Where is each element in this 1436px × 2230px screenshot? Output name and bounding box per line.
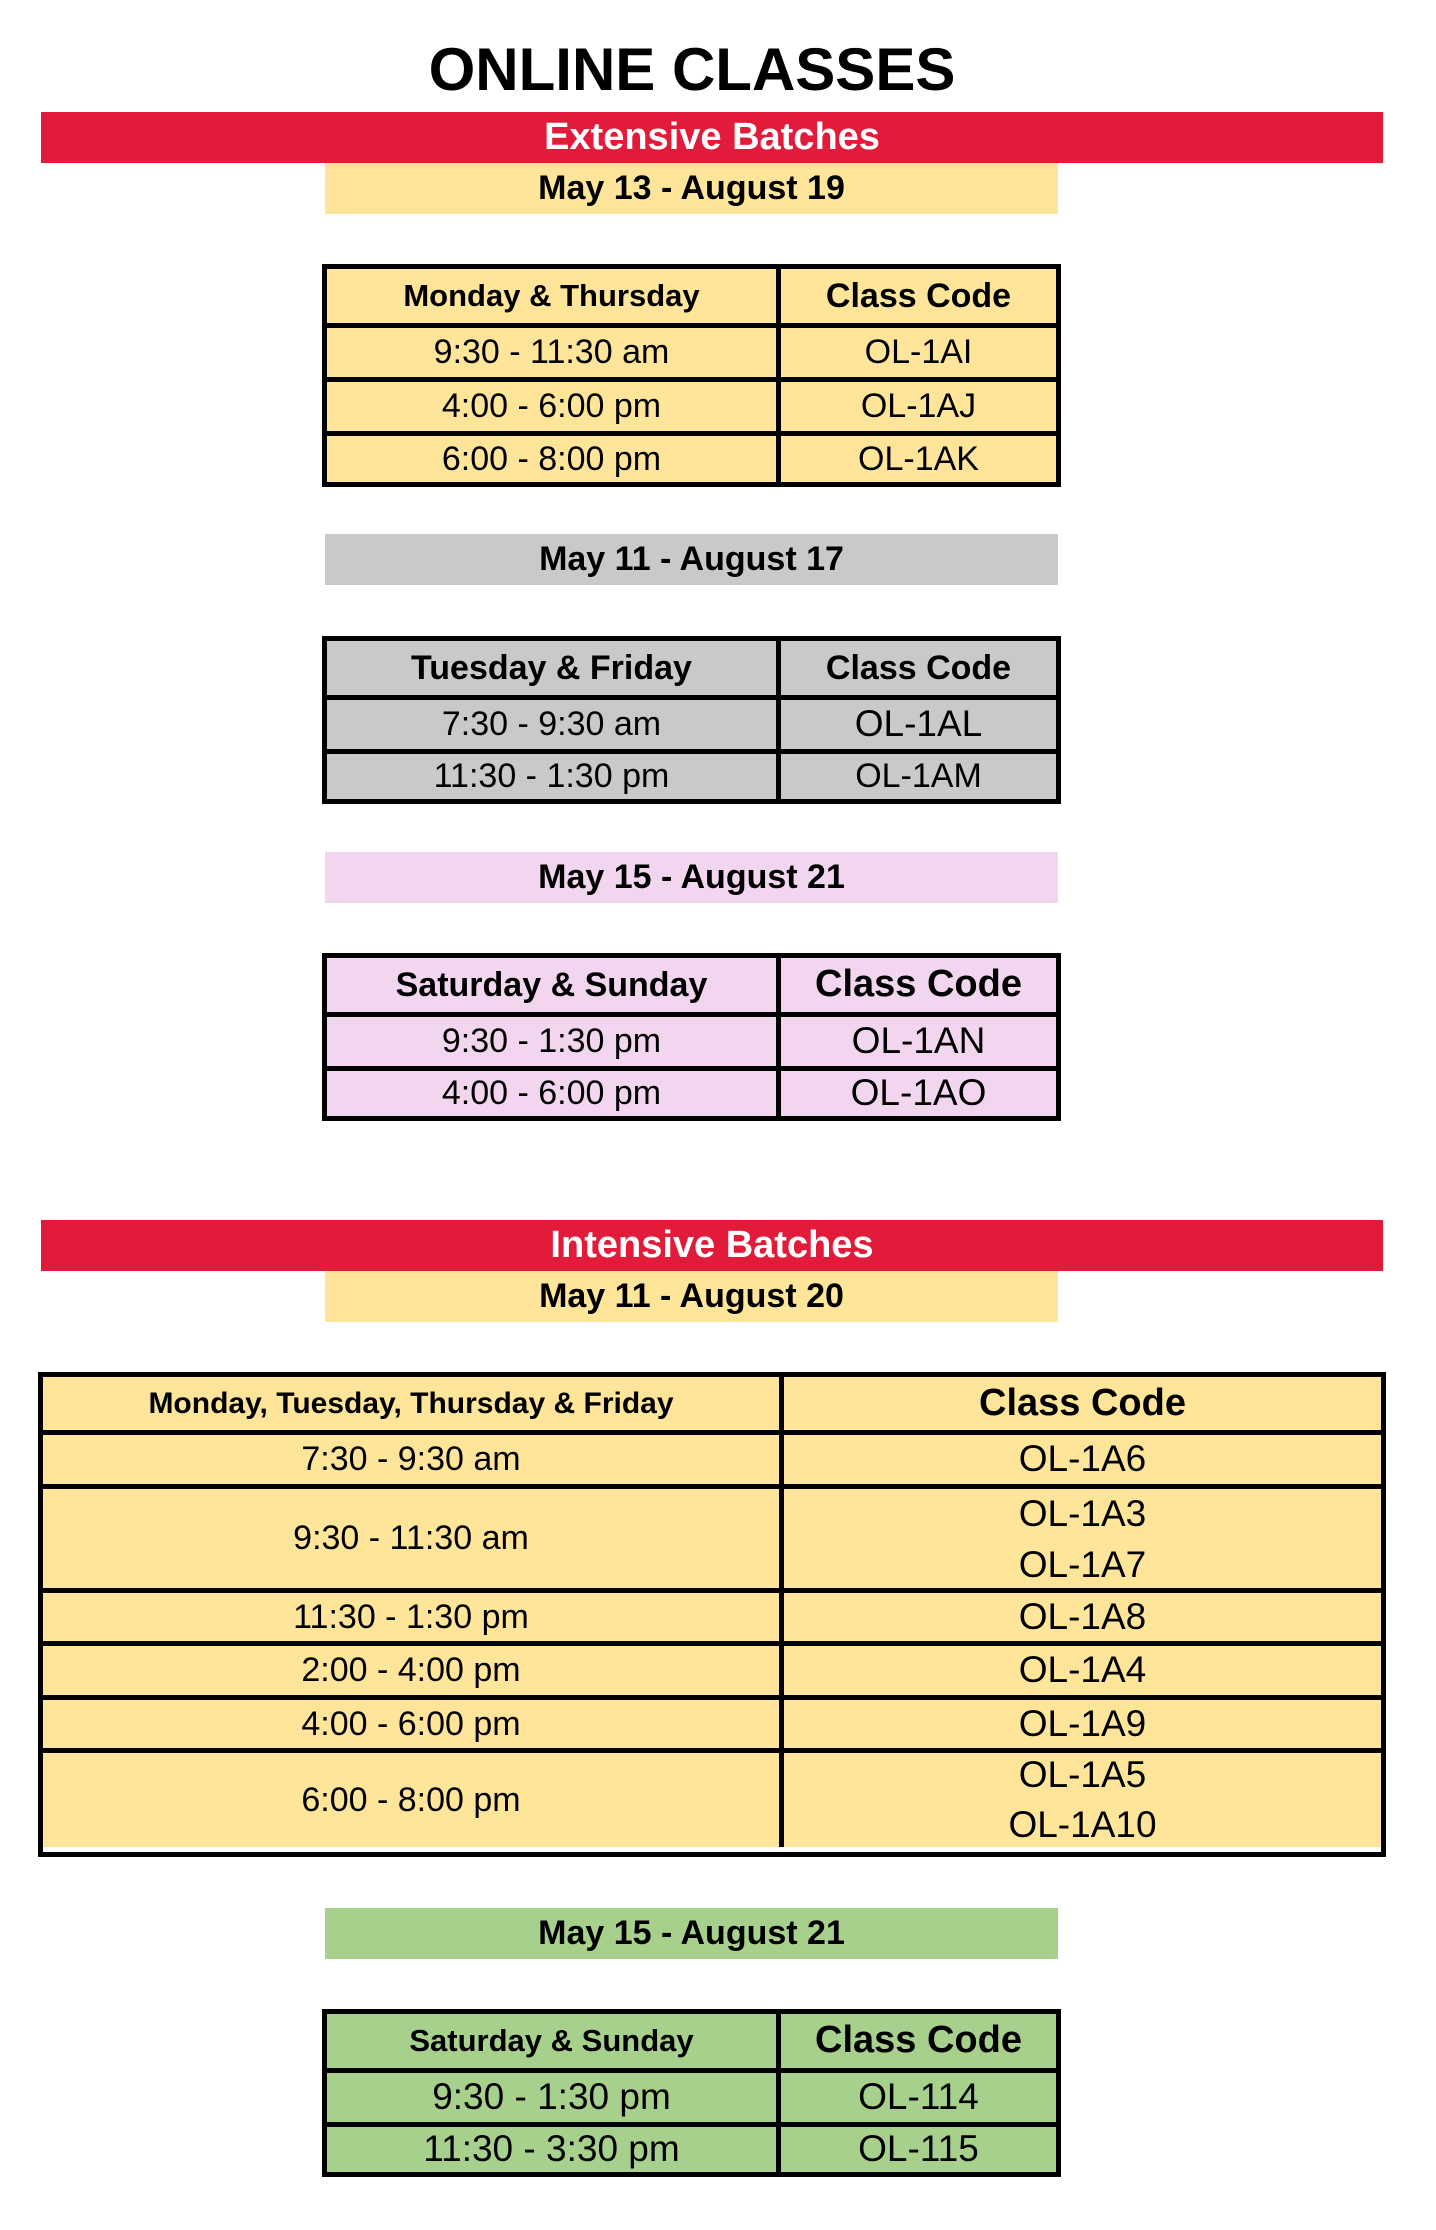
class-code-header: Class Code — [825, 648, 1012, 687]
table-row — [327, 695, 1056, 749]
class-code: OL-1AN — [851, 1020, 986, 1062]
class-code-cell — [781, 754, 1056, 799]
class-code: OL-115 — [858, 2128, 979, 2170]
class-code-cell — [781, 1017, 1056, 1066]
days-header: Tuesday & Friday — [327, 641, 781, 695]
class-code: OL-1AL — [854, 703, 983, 745]
days-header: Monday & Thursday — [327, 269, 781, 323]
table-header-row — [327, 269, 1056, 323]
class-code: OL-1A3 — [1018, 1492, 1147, 1534]
time-cell: 9:30 - 1:30 pm — [327, 1017, 781, 1066]
table-header-row — [327, 958, 1056, 1012]
class-code-cell — [781, 700, 1056, 749]
class-code: OL-1AJ — [860, 387, 977, 426]
date-range-ext-1: May 13 - August 19 — [325, 163, 1058, 214]
date-range-int-1: May 11 - August 20 — [325, 1271, 1058, 1322]
intensive-batches-banner: Intensive Batches — [41, 1220, 1383, 1271]
time-cell: 11:30 - 1:30 pm — [327, 754, 781, 799]
schedule-table-ext-3 — [322, 953, 1061, 1121]
table-row — [327, 377, 1056, 431]
class-code-cell — [781, 328, 1056, 377]
table-row — [327, 1066, 1056, 1116]
class-code-cell — [781, 382, 1056, 431]
date-range-ext-3: May 15 - August 21 — [325, 852, 1058, 903]
class-code-cell — [784, 1646, 1381, 1695]
class-code: OL-1A4 — [1018, 1649, 1147, 1691]
days-header: Saturday & Sunday — [327, 2014, 781, 2068]
days-header: Monday, Tuesday, Thursday & Friday — [43, 1377, 784, 1430]
time-cell: 7:30 - 9:30 am — [43, 1435, 784, 1484]
table-row — [327, 431, 1056, 482]
table-row — [327, 323, 1056, 377]
class-code-header: Class Code — [815, 963, 1022, 1006]
table-row — [327, 749, 1056, 799]
class-code-cell — [784, 1435, 1381, 1484]
class-code: OL-1AO — [850, 1072, 987, 1114]
table-row — [327, 2122, 1056, 2172]
class-code-cell — [781, 1071, 1056, 1116]
schedule-table-ext-1 — [322, 264, 1061, 487]
class-code: OL-1A6 — [1018, 1438, 1147, 1480]
table-header-row — [43, 1377, 1381, 1430]
schedule-table-ext-2 — [322, 636, 1061, 804]
time-cell: 11:30 - 1:30 pm — [43, 1593, 784, 1641]
date-range-int-2: May 15 - August 21 — [325, 1908, 1058, 1959]
class-code: OL-114 — [858, 2076, 979, 2118]
time-cell: 4:00 - 6:00 pm — [327, 382, 781, 431]
time-cell: 9:30 - 11:30 am — [327, 328, 781, 377]
table-row — [43, 1588, 1381, 1641]
time-cell: 4:00 - 6:00 pm — [43, 1700, 784, 1748]
table-row — [43, 1695, 1381, 1748]
table-row — [327, 2068, 1056, 2122]
class-code: OL-1AM — [855, 757, 982, 796]
page-title: ONLINE CLASSES — [428, 36, 956, 103]
table-row — [327, 1012, 1056, 1066]
class-code: OL-1A10 — [1008, 1804, 1157, 1845]
class-code: OL-1A5 — [1018, 1754, 1147, 1795]
table-row — [43, 1748, 1381, 1847]
class-code: OL-1A9 — [1018, 1702, 1147, 1744]
time-cell: 9:30 - 11:30 am — [43, 1489, 784, 1588]
class-code: OL-1A8 — [1018, 1595, 1147, 1637]
table-header-row — [327, 641, 1056, 695]
class-code-cell — [781, 2127, 1056, 2172]
time-cell: 9:30 - 1:30 pm — [327, 2073, 781, 2122]
class-code-cell — [781, 436, 1056, 482]
extensive-batches-banner: Extensive Batches — [41, 112, 1383, 163]
class-code-header: Class Code — [825, 276, 1012, 315]
class-code-header: Class Code — [979, 1381, 1186, 1424]
table-row — [43, 1641, 1381, 1695]
table-row — [43, 1484, 1381, 1588]
table-header-row — [327, 2014, 1056, 2068]
time-cell: 7:30 - 9:30 am — [327, 700, 781, 749]
time-cell: 6:00 - 8:00 pm — [327, 436, 781, 482]
time-cell: 11:30 - 3:30 pm — [327, 2127, 781, 2172]
class-code: OL-1A7 — [1018, 1543, 1147, 1585]
class-code-cell — [784, 1753, 1381, 1847]
time-cell: 2:00 - 4:00 pm — [43, 1646, 784, 1695]
class-code: OL-1AK — [858, 439, 979, 478]
class-code-cell — [781, 2073, 1056, 2122]
class-code-header: Class Code — [815, 2019, 1022, 2062]
date-range-ext-2: May 11 - August 17 — [325, 534, 1058, 585]
table-row — [43, 1430, 1381, 1484]
schedule-table-int-2 — [322, 2009, 1061, 2177]
time-cell: 6:00 - 8:00 pm — [43, 1753, 784, 1847]
class-code: OL-1AI — [864, 333, 973, 372]
class-code-cell — [784, 1700, 1381, 1748]
class-code-cell — [784, 1489, 1381, 1588]
class-code-cell — [784, 1593, 1381, 1641]
days-header: Saturday & Sunday — [327, 958, 781, 1012]
time-cell: 4:00 - 6:00 pm — [327, 1071, 781, 1116]
schedule-table-int-1 — [38, 1372, 1386, 1857]
